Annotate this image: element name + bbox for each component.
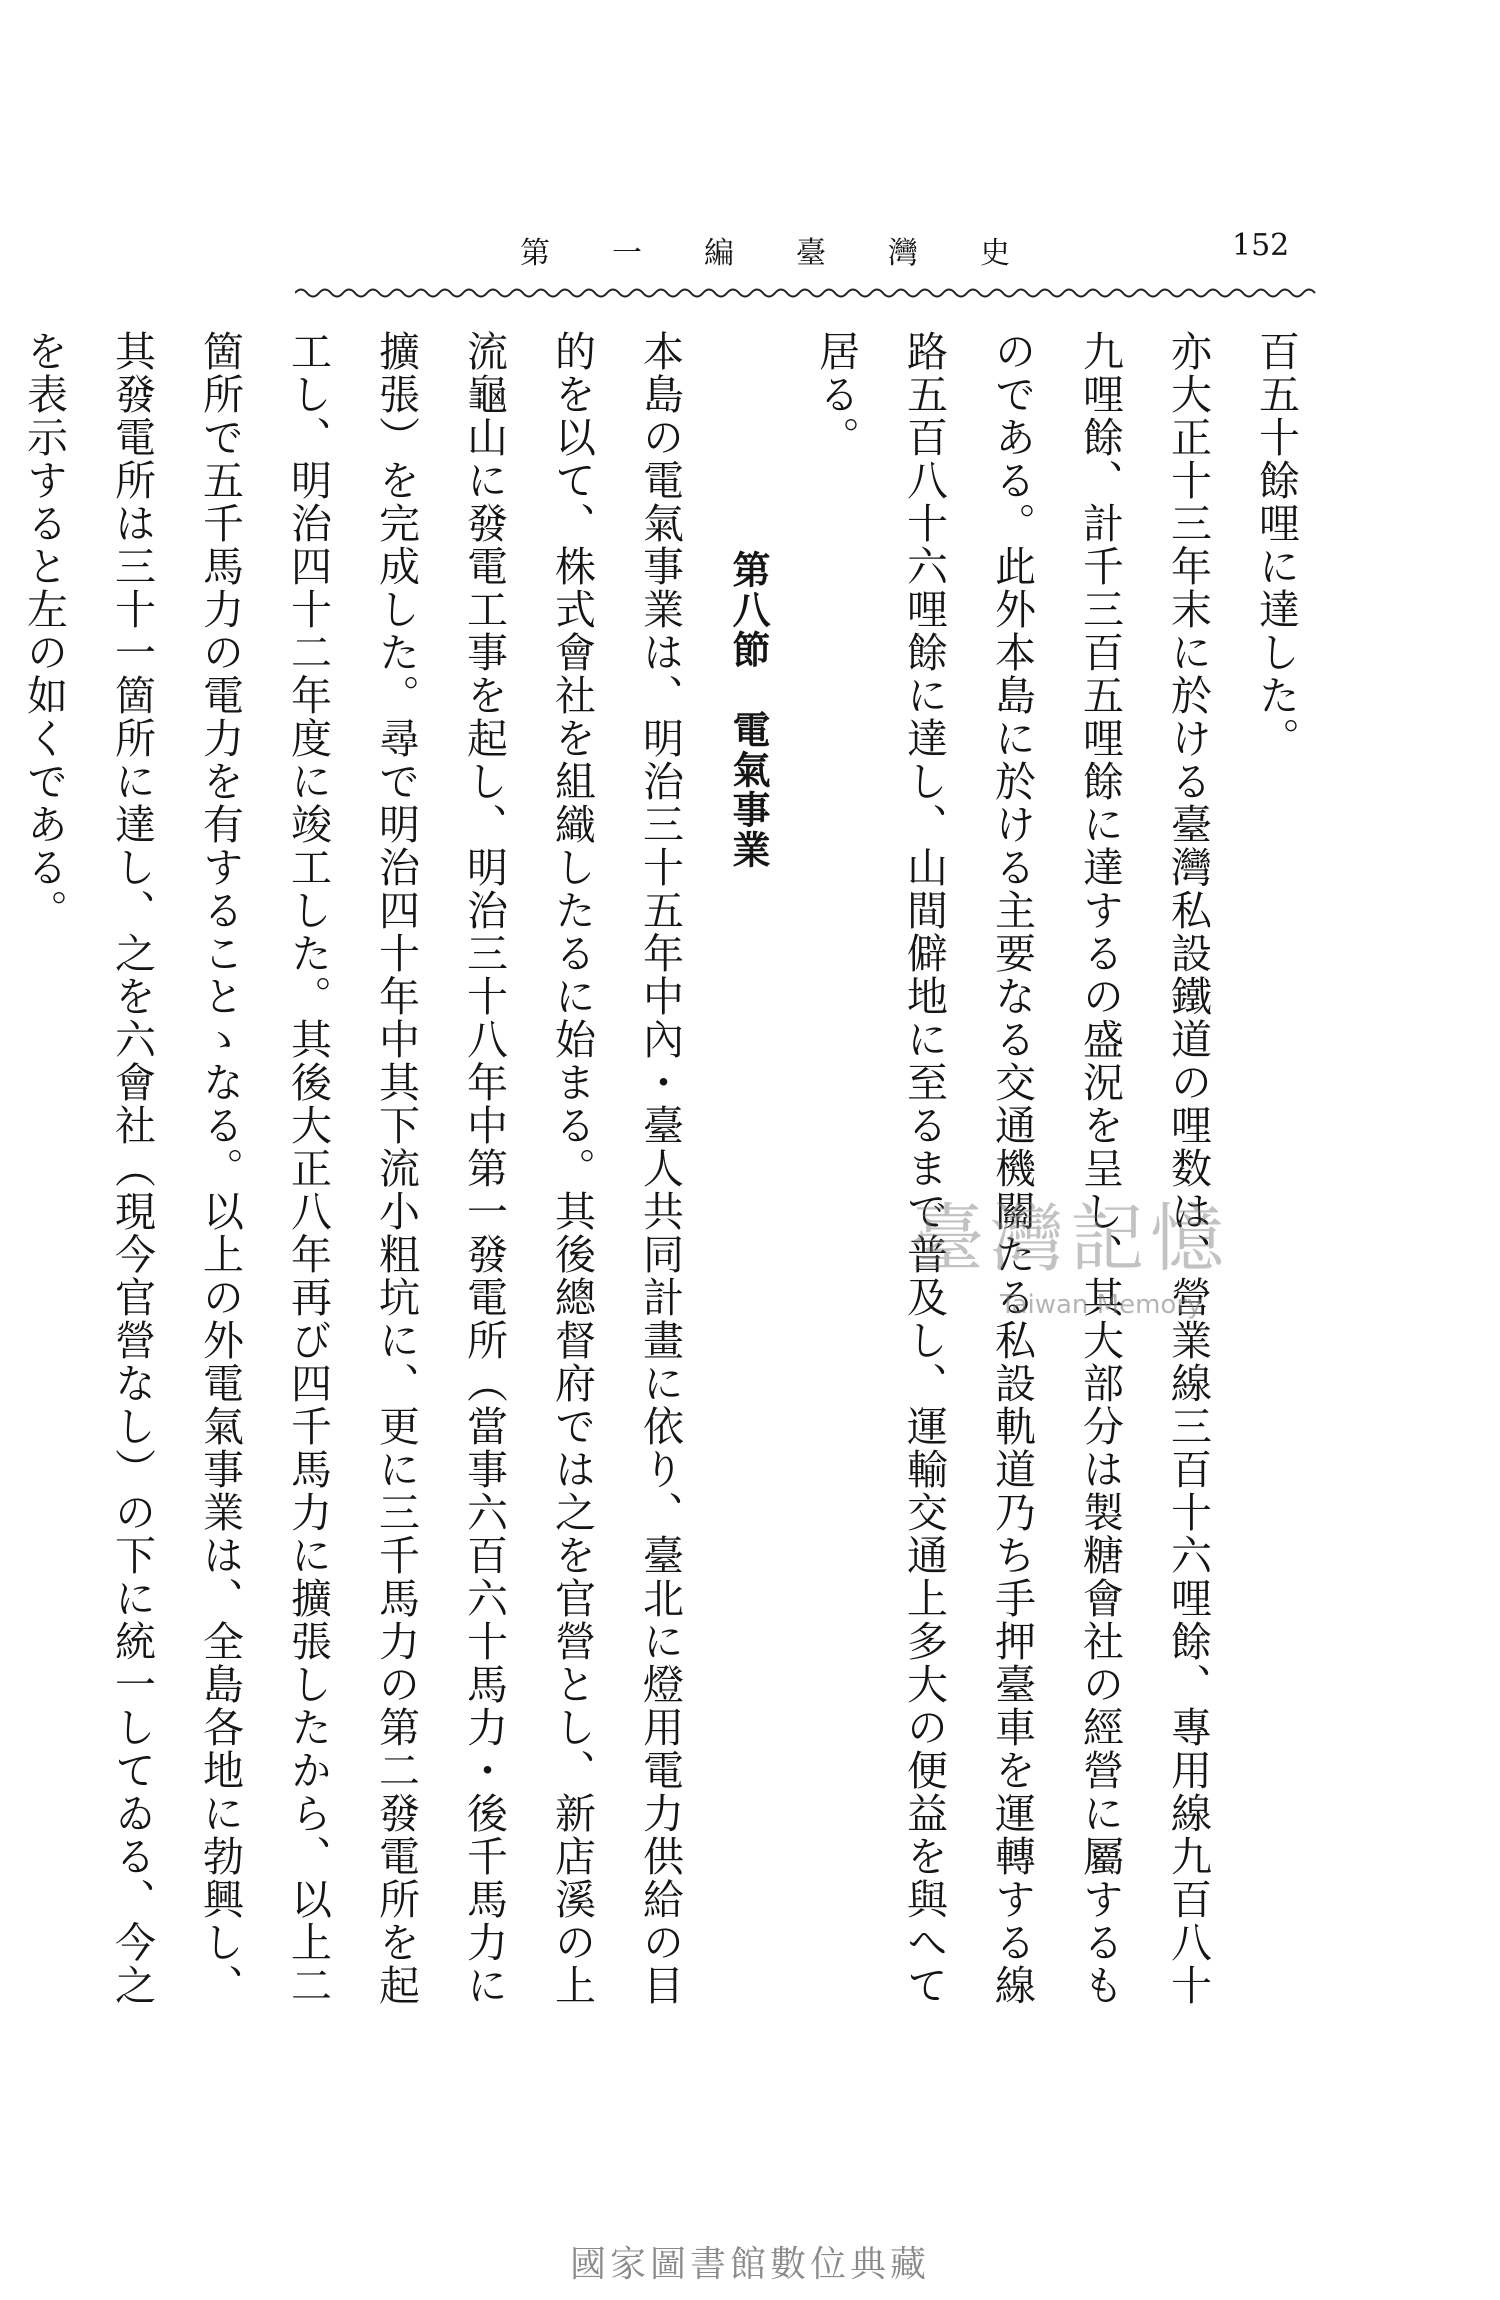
library-footer: 國家圖書館數位典藏 bbox=[569, 2244, 930, 2285]
page-body bbox=[20, 330, 1320, 2040]
paragraph-private-railways: 亦大正十三年末に於ける臺灣私設鐵道の哩数は、營業線三百十六哩餘、專用線九百八十九哩餘、計千三百五哩餘に達するの盛況を呈し、其大部分は製糖會社の經營に屬するものである。此外本島に於ける主要なる交通機關たる私設軌道乃ち手押臺車を運轉する線路五百八十六哩餘に達し、山間僻地に至るまで普及し、運輸交通上多大の便益を與へて居る。 bbox=[812, 330, 1212, 2007]
wavy-divider bbox=[295, 286, 1320, 300]
section-heading: 第八節 電氣事業 bbox=[726, 550, 771, 870]
page-header bbox=[0, 228, 1500, 288]
page-number: 152 bbox=[1232, 228, 1290, 263]
running-title: 第一編臺灣史 bbox=[520, 236, 1072, 271]
paragraph-railway-total: 百五十餘哩に達した。 bbox=[1252, 330, 1300, 760]
watermark-english: Taiwan Memory bbox=[1000, 1290, 1203, 1320]
watermark-chinese: 臺灣記憶 bbox=[910, 1196, 1230, 1282]
paragraph-electric-industry: 本島の電氣事業は、明治三十五年中內・臺人共同計畫に依り、臺北に燈用電力供給の目的を以て、株式會社を組織したるに始まる。其後總督府では之を官營とし、新店溪の上流龜山に發電工事を起し、明治三十八年中第一發電所（當事六百六十馬力・後千馬力に擴張）を完成した。尋で明治四十年中其下流小粗坑に、更に三千馬力の第二發電所を起工し、明治四十二年度に竣工した。其後大正八年再び四千馬力に擴張したから、以上二箇所で五千馬力の電力を有することゝなる。以上の外電氣事業は、全島各地に勃興し、其發電所は三十一箇所に達し、之を六會社（現今官營なし）の下に統一してゐる、今之を表示すると左の如くである。 bbox=[20, 330, 684, 2007]
